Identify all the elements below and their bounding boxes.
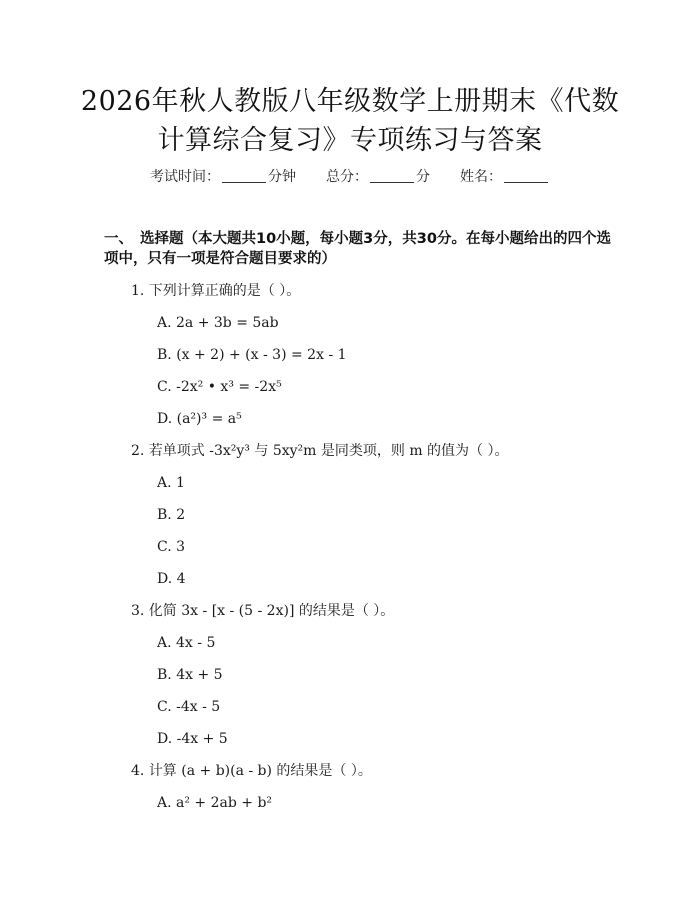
section-number: 一、 <box>104 231 133 247</box>
time-label: 考试时间： <box>150 169 220 185</box>
exam-info-line <box>0 166 700 188</box>
question-3-option-c: C. -4x - 5 <box>157 699 221 715</box>
question-3: 3. 化简 3x - [x - (5 - 2x)] 的结果是（ ）。 <box>131 603 395 619</box>
name-label: 姓名： <box>460 169 502 185</box>
section-heading-line-2: 项中，只有一项是符合题目要求的） <box>104 251 336 267</box>
question-2-option-a: A. 1 <box>157 475 185 491</box>
question-1-option-b: B. (x + 2) + (x - 3) = 2x - 1 <box>157 347 347 363</box>
question-1-option-d: D. (a²)³ = a⁵ <box>157 411 242 427</box>
section-heading-continued <box>104 248 634 270</box>
question-2: 2. 若单项式 -3x²y³ 与 5xy²m 是同类项，则 m 的值为（ ）。 <box>131 443 509 459</box>
time-blank <box>222 168 266 183</box>
question-3-option-a: A. 4x - 5 <box>157 635 216 651</box>
score-blank <box>370 168 414 183</box>
score-unit: 分 <box>416 169 430 185</box>
time-unit: 分钟 <box>268 169 296 185</box>
question-3-option-d: D. -4x + 5 <box>157 731 228 747</box>
question-1-option-c: C. -2x² • x³ = -2x⁵ <box>157 379 282 395</box>
question-3-option-b: B. 4x + 5 <box>157 667 223 683</box>
document-title-line-1: 2026年秋人教版八年级数学上册期末《代数 <box>80 86 620 117</box>
question-2-option-d: D. 4 <box>157 571 186 587</box>
question-2-option-c: C. 3 <box>157 539 186 555</box>
question-1-option-a: A. 2a + 3b = 5ab <box>157 315 279 331</box>
question-1: 1. 下列计算正确的是（ ）。 <box>131 283 301 299</box>
document-title-line-2: 计算综合复习》专项练习与答案 <box>157 125 543 156</box>
section-heading-line-1: 选择题（本大题共10小题，每小题3分，共30分。在每小题给出的四个选 <box>140 231 611 247</box>
score-label: 总分： <box>326 169 368 185</box>
section-heading <box>104 228 634 250</box>
question-2-option-b: B. 2 <box>157 507 186 523</box>
name-blank <box>504 168 548 183</box>
question-4: 4. 计算 (a + b)(a - b) 的结果是（ ）。 <box>131 763 372 779</box>
question-4-option-a: A. a² + 2ab + b² <box>157 795 273 811</box>
